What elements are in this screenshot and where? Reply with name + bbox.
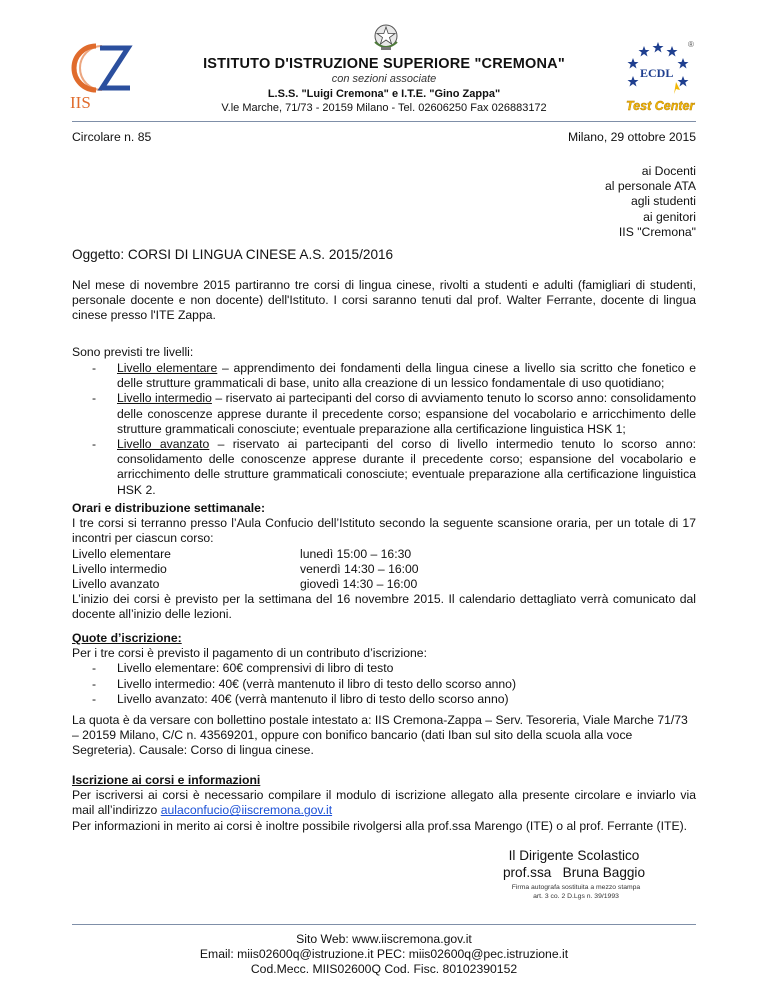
circular-date: Milano, 29 ottobre 2015 bbox=[567, 130, 696, 144]
schedule-row bbox=[72, 547, 696, 562]
fees-heading: Quote d’iscrizione: bbox=[72, 631, 182, 645]
level-name: Livello elementare bbox=[117, 361, 218, 375]
recipient: ai Docenti bbox=[641, 164, 696, 178]
signature-note bbox=[496, 883, 656, 901]
footer-web: Sito Web: www.iiscremona.gov.it bbox=[296, 932, 472, 946]
associated-schools: L.S.S. "Luigi Cremona" e I.T.E. "Gino Zappa" bbox=[267, 88, 501, 100]
footer-codes: Cod.Mecc. MIIS02600Q Cod. Fisc. 80102390152 bbox=[250, 961, 518, 976]
header-rule bbox=[72, 121, 696, 122]
list-item: - Livello avanzato: 40€ (verrà mantenuto il libro di testo dello scorso anno) bbox=[92, 691, 509, 706]
recipients-list bbox=[605, 164, 696, 240]
fee-item: Livello intermedio: 40€ (verrà mantenuto il libro di testo dello scorso anno) bbox=[117, 676, 517, 691]
level-name: Livello intermedio bbox=[117, 391, 212, 406]
schedule-level: Livello intermedio bbox=[72, 561, 167, 576]
email-link[interactable]: aulaconfucio@iiscremona.gov.it bbox=[160, 803, 333, 818]
level-description: – apprendimento dei fondamenti della lingua cinese a livello sia scritto che fonetico e delle strutture grammaticali di base, unito alla creazione di un lessico fondamentale di uso quotidiano; bbox=[117, 361, 696, 391]
level-name: Livello avanzato bbox=[117, 437, 210, 452]
list-item: - Livello avanzato – riservato ai partecipanti del corso di livello intermedio tenuto lo scorso anno: consolidamento delle conoscenze apprese durante il precedente corso; espansione del vocabolario e arricchimento delle strutture grammaticali conosciute; eventuale preparazione alla certificazione linguistica HSK 2. bbox=[92, 437, 696, 497]
signature-note-line: art. 3 co. 2 D.Lgs n. 39/1993 bbox=[533, 893, 619, 900]
level-description: – riservato ai partecipanti del corso di livello intermedio tenuto lo scorso anno: consolidamento delle conoscenze apprese durante il precedente corso; espansione del vocabolario e arricchimento delle strutture grammaticali conosciute; eventuale preparazione alla certificazione linguistica HSK 2. bbox=[117, 437, 696, 497]
signature-note-line: Firma autografa sostituita a mezzo stampa bbox=[511, 884, 641, 891]
fees-intro: Per i tre corsi è previsto il pagamento di un contributo d’iscrizione: bbox=[72, 646, 427, 661]
schedule-heading: Orari e distribuzione settimanale: bbox=[72, 501, 266, 515]
svg-text:®: ® bbox=[688, 40, 694, 49]
svg-text:ECDL: ECDL bbox=[640, 66, 674, 80]
enrollment-section bbox=[72, 773, 696, 834]
institute-title: ISTITUTO D'ISTRUZIONE SUPERIORE "CREMONA" bbox=[203, 56, 565, 72]
footer bbox=[72, 932, 696, 976]
ecdl-test-center-logo bbox=[624, 38, 698, 114]
fees-section bbox=[72, 631, 696, 707]
schedule-level: Livello elementare bbox=[72, 546, 171, 561]
levels-list bbox=[72, 361, 696, 498]
schedule-section bbox=[72, 501, 696, 623]
footer-mail: Email: miis02600q@istruzione.it PEC: miis02600q@pec.istruzione.it bbox=[199, 946, 569, 961]
enrollment-text-before: Per iscriversi ai corsi è necessario compilare il modulo di iscrizione allegato alla presente circolare e inviarlo via mail all’indirizzo bbox=[72, 788, 696, 818]
institute-address: V.le Marche, 71/73 - 20159 Milano - Tel. 02606250 Fax 026883172 bbox=[221, 102, 547, 114]
subject-line: Oggetto: CORSI DI LINGUA CINESE A.S. 2015/2016 bbox=[72, 247, 394, 262]
enrollment-text bbox=[72, 788, 696, 818]
list-item: - Livello intermedio: 40€ (verrà mantenuto il libro di testo dello scorso anno) bbox=[92, 676, 517, 691]
circular-number: Circolare n. 85 bbox=[72, 130, 152, 144]
fee-item: Livello avanzato: 40€ (verrà mantenuto il libro di testo dello scorso anno) bbox=[117, 691, 509, 706]
signer-role: Il Dirigente Scolastico bbox=[508, 848, 640, 863]
list-item: - Livello elementare: 60€ comprensivi di libro di testo bbox=[92, 661, 394, 676]
recipient: ai genitori bbox=[643, 209, 696, 224]
intro-paragraph: Nel mese di novembre 2015 partiranno tre corsi di lingua cinese, rivolti a studenti e adulti (famigliari di studenti, personale docente e non docente) dell'Istituto. I corsi saranno tenuti dal prof. Walter Ferrante, docente di lingua cinese presso l'ITE Zappa. bbox=[72, 278, 696, 323]
list-item: - Livello elementare – apprendimento dei fondamenti della lingua cinese a livello sia scritto che fonetico e delle strutture grammaticali di base, unito alla creazione di un lessico fondamentale di uso quotidiano; bbox=[92, 361, 696, 391]
recipient: agli studenti bbox=[630, 194, 696, 209]
italian-republic-emblem-icon bbox=[372, 22, 400, 52]
fee-item: Livello elementare: 60€ comprensivi di libro di testo bbox=[117, 661, 394, 676]
schedule-level: Livello avanzato bbox=[72, 576, 160, 591]
signer-name: prof.ssa Bruna Baggio bbox=[502, 865, 646, 880]
institute-subtitle: con sezioni associate bbox=[331, 73, 437, 85]
schedule-time: venerdì 14:30 – 16:00 bbox=[300, 561, 419, 576]
list-item: - Livello intermedio – riservato ai partecipanti del corso di avviamento tenuto lo scorso anno: consolidamento delle conoscenze apprese durante il precedente corso; espansione del vocabolario e arricchimento delle strutture grammaticali conosciute; eventuale preparazione alla certificazione linguistica HSK 1; bbox=[92, 391, 696, 436]
schedule-row bbox=[72, 562, 696, 577]
fees-list bbox=[72, 661, 696, 707]
iis-cremona-logo bbox=[66, 38, 136, 112]
schedule-time: giovedì 14:30 – 16:00 bbox=[300, 576, 418, 591]
payment-paragraph: La quota è da versare con bollettino postale intestato a: IIS Cremona-Zappa – Serv. Tesoreria, Viale Marche 71/73 – 20159 Milano, C/C n. 43569201, oppure con bonifico bancario (dati Iban sul sito della scuola alla voce Segreteria). Causale: Corso di lingua cinese. bbox=[72, 713, 688, 758]
recipient: IIS "Cremona" bbox=[618, 224, 696, 239]
svg-text:Test Center: Test Center bbox=[626, 99, 695, 113]
level-description: – riservato ai partecipanti del corso di avviamento tenuto lo scorso anno: consolidamento delle conoscenze apprese durante il precedente corso; espansione del vocabolario e arricchimento delle strutture grammaticali conosciute; eventuale preparazione alla certificazione linguistica HSK 1; bbox=[117, 391, 696, 436]
schedule-row bbox=[72, 577, 696, 592]
enrollment-heading: Iscrizione ai corsi e informazioni bbox=[72, 773, 261, 787]
schedule-note: L’inizio dei corsi è previsto per la settimana del 16 novembre 2015. Il calendario dettagliato verrà comunicato dal docente all’inizio delle lezioni. bbox=[72, 592, 696, 622]
enrollment-info: Per informazioni in merito ai corsi è inoltre possibile rivolgersi alla prof.ssa Marengo (ITE) o al prof. Ferrante (ITE). bbox=[72, 818, 688, 833]
footer-rule bbox=[72, 924, 696, 925]
recipient: al personale ATA bbox=[604, 179, 696, 194]
svg-text:IIS: IIS bbox=[70, 93, 91, 112]
schedule-time: lunedì 15:00 – 16:30 bbox=[300, 546, 412, 561]
schedule-intro: I tre corsi si terranno presso l’Aula Confucio dell’Istituto secondo la seguente scansione oraria, per un totale di 17 incontri per ciascun corso: bbox=[72, 516, 696, 546]
signature-block bbox=[494, 847, 654, 881]
levels-intro: Sono previsti tre livelli: bbox=[72, 345, 194, 359]
